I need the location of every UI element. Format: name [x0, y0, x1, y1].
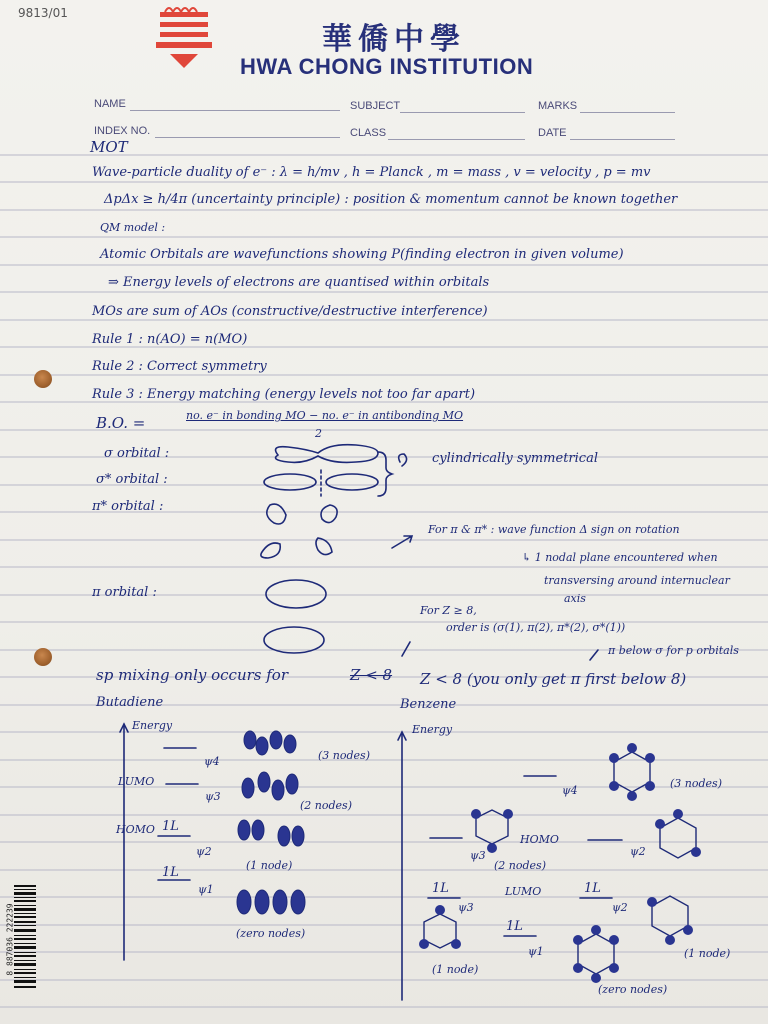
z-note-line2: order is (σ(1), π(2), π*(2), σ*(1)): [446, 621, 626, 634]
pi-note-line1: For π & π* : wave function Δ sign on rotation: [428, 523, 680, 536]
school-name: HWA CHONG INSTITUTION: [240, 54, 534, 79]
marks-field-label: MARKS: [538, 100, 578, 112]
butadiene-energy-axis-label: Energy: [132, 719, 173, 732]
index-field-label: INDEX NO.: [94, 125, 151, 137]
butadiene-psi3-orbitals: [242, 772, 298, 800]
sigma-orbital-lobe: [276, 445, 378, 463]
benzene-psi4: ψ4: [562, 784, 578, 797]
sigma-star-orbital-label: σ* orbital :: [96, 472, 168, 487]
benzene-1-node-left: (1 node): [432, 963, 479, 976]
note-mos-sum: MOs are sum of AOs (constructive/destructive interference): [92, 304, 488, 319]
note-energy-levels: ⇒ Energy levels of electrons are quantised within orbitals: [108, 275, 490, 290]
butadiene-homo-electrons: 1L: [162, 819, 179, 834]
bond-order-label: B.O. =: [96, 414, 146, 432]
pi-below-sigma-note: π below σ for p orbitals: [608, 644, 739, 657]
school-chinese-name: 華僑中學: [322, 22, 466, 57]
cylindrical-symmetry-note: cylindrically symmetrical: [432, 451, 598, 466]
benzene-psi1-ring: [578, 934, 614, 974]
butadiene-lumo: LUMO: [118, 775, 155, 788]
class-field-label: CLASS: [350, 127, 387, 139]
benzene-psi1-electrons: 1L: [506, 919, 523, 934]
butadiene-2-nodes: (2 nodes): [300, 799, 352, 812]
pi-note-line3: transversing around internuclear: [544, 574, 730, 587]
sp-mixing-struck: Z < 8: [350, 666, 393, 684]
sp-mixing-condition: Z < 8 (you only get π first below 8): [420, 670, 687, 688]
pi-star-orbital-label: π* orbital :: [92, 499, 164, 514]
benzene-psi3: ψ3: [470, 849, 486, 862]
arrow: [392, 536, 412, 548]
arrow: [402, 642, 410, 656]
note-rule2: Rule 2 : Correct symmetry: [92, 359, 267, 374]
note-wave-particle: Wave-particle duality of e⁻ : λ = h/mv , h = Planck , m = mass , v = velocity , p = mv: [92, 165, 651, 180]
butadiene-psi3: ψ3: [205, 790, 221, 803]
sp-mixing-text: sp mixing only occurs for: [96, 666, 288, 684]
pi-note-line2: ↳ 1 nodal plane encountered when: [522, 551, 718, 564]
date-field-label: DATE: [538, 127, 567, 139]
note-atomic-orbitals: Atomic Orbitals are wavefunctions showing P(finding electron in given volume): [100, 247, 624, 262]
pi-star-lobe: [261, 543, 280, 558]
butadiene-psi1-orbitals: [237, 890, 305, 914]
benzene-psi4-ring: [614, 752, 650, 792]
butadiene-psi2-orbitals: [238, 820, 304, 846]
benzene-psi3-label-low: ψ3: [458, 901, 474, 914]
sigma-star-lobe-right: [326, 474, 378, 490]
pi-star-lobe: [267, 504, 286, 524]
butadiene-psi2: ψ2: [196, 845, 212, 858]
bond-order-denominator: 2: [315, 427, 322, 440]
barcode-number: 8 887036 222239: [5, 903, 15, 976]
benzene-homo: HOMO: [520, 833, 559, 846]
bond-order-numerator: no. e⁻ in bonding MO − no. e⁻ in antibonding MO: [186, 409, 464, 422]
benzene-1-node-ring-right: [652, 896, 688, 936]
subject-field-label: SUBJECT: [350, 100, 401, 112]
arrow: [590, 650, 598, 660]
butadiene-psi4-orbitals: [244, 731, 296, 755]
z-note-line1: For Z ≥ 8,: [420, 604, 477, 617]
name-field-label: NAME: [94, 98, 126, 110]
note-rule1: Rule 1 : n(AO) = n(MO): [92, 332, 248, 347]
barcode: [14, 885, 36, 990]
note-uncertainty: ΔpΔx ≥ h/4π (uncertainty principle) : position & momentum cannot be known together: [104, 192, 678, 207]
benzene-heading: Benzene: [400, 697, 457, 712]
benzene-zero-nodes: (zero nodes): [598, 983, 668, 996]
butadiene-heading: Butadiene: [96, 695, 164, 710]
note-rule3: Rule 3 : Energy matching (energy levels not too far apart): [92, 387, 476, 402]
topic-heading: MOT: [90, 138, 128, 156]
benzene-1-node-right: (1 node): [684, 947, 731, 960]
benzene-psi2: ψ2: [630, 845, 646, 858]
butadiene-psi1-electrons: 1L: [162, 865, 179, 880]
benzene-3-nodes: (3 nodes): [670, 777, 722, 790]
pi-orbital-label: π orbital :: [92, 585, 157, 600]
pi-note-line4: axis: [564, 592, 586, 605]
benzene-psi1: ψ1: [528, 945, 544, 958]
document-code: 9813/01: [18, 6, 68, 20]
benzene-psi2-electrons: 1L: [584, 881, 601, 896]
pi-star-lobe: [321, 505, 337, 523]
butadiene-3-nodes: (3 nodes): [318, 749, 370, 762]
benzene-2-nodes: (2 nodes): [494, 859, 546, 872]
benzene-lumo: LUMO: [505, 885, 542, 898]
butadiene-1-node: (1 node): [246, 859, 293, 872]
benzene-psi2-label-low: ψ2: [612, 901, 628, 914]
pi-star-lobe: [316, 538, 332, 555]
pi-orbital-lobe-bottom: [264, 627, 324, 653]
butadiene-psi4: ψ4: [204, 755, 220, 768]
note-qm-model: QM model :: [100, 221, 166, 234]
benzene-energy-axis-label: Energy: [412, 723, 453, 736]
pi-orbital-lobe-top: [266, 580, 326, 608]
arrow: [399, 454, 407, 466]
benzene-psi2-ring: [660, 818, 696, 858]
butadiene-psi1: ψ1: [198, 883, 214, 896]
benzene-psi3-electrons: 1L: [432, 881, 449, 896]
sigma-star-lobe-left: [264, 474, 316, 490]
butadiene-homo: HOMO: [116, 823, 155, 836]
bracket: [378, 452, 392, 496]
butadiene-zero-nodes: (zero nodes): [236, 927, 306, 940]
sigma-orbital-label: σ orbital :: [104, 446, 170, 461]
